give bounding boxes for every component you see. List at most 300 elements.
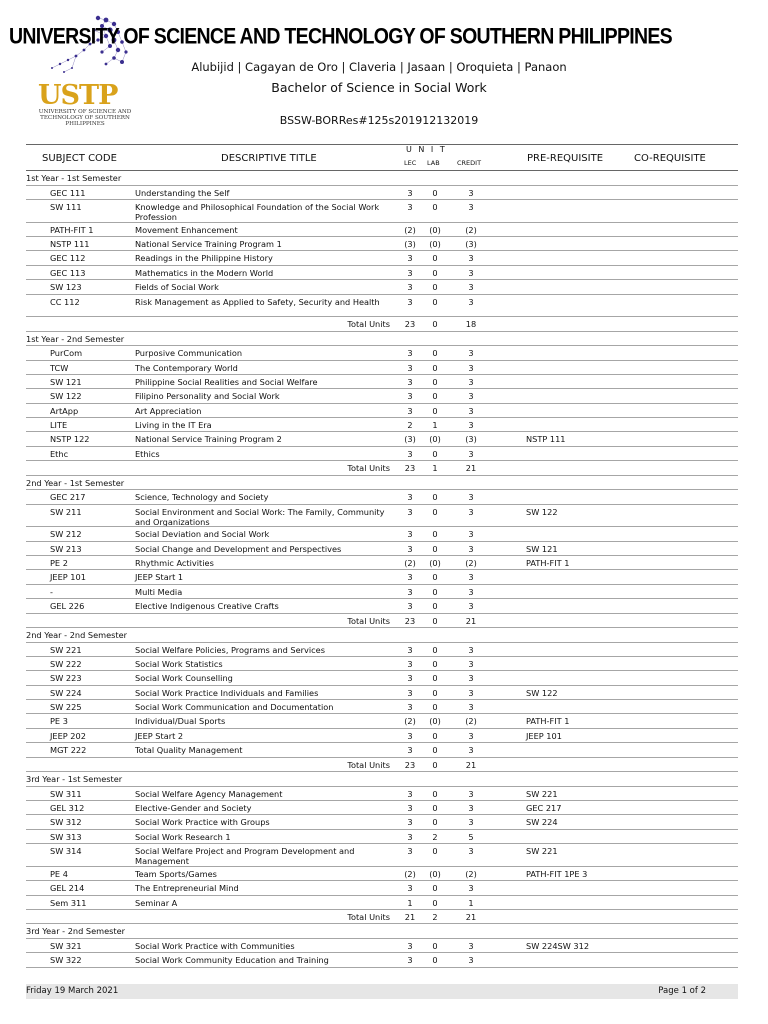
lec-units: 3	[407, 673, 413, 684]
credit-units: 3	[468, 955, 474, 966]
lab-units: 0	[432, 601, 438, 612]
footer-page-number: Page 1 of 2	[658, 986, 706, 996]
descriptive-title: Seminar A	[135, 897, 178, 908]
total-units-label: Total Units	[347, 911, 390, 922]
subject-code: SW 313	[50, 831, 82, 842]
prerequisite	[526, 361, 636, 363]
total-lab: 0	[432, 615, 438, 626]
descriptive-title: Elective-Gender and Society	[135, 803, 252, 814]
col-subject-code: SUBJECT CODE	[42, 153, 117, 164]
subject-code: CC 112	[50, 296, 80, 307]
total-units-row	[26, 758, 738, 772]
lec-units: 3	[407, 506, 413, 517]
prerequisite	[526, 896, 636, 898]
prerequisite	[526, 200, 636, 202]
subject-code: JEEP 101	[50, 572, 86, 583]
descriptive-title: Social Work Practice with Communities	[135, 940, 295, 951]
credit-units: 3	[468, 506, 474, 517]
table-row	[26, 867, 738, 881]
table-row	[26, 280, 738, 294]
table-row	[26, 801, 738, 815]
total-lec: 23	[404, 463, 416, 474]
credit-units: (2)	[465, 557, 477, 568]
col-lab: LAB	[427, 159, 440, 167]
subject-code: SW 223	[50, 673, 82, 684]
lec-units: 3	[407, 817, 413, 828]
descriptive-title: Total Quality Management	[135, 745, 243, 756]
table-row	[26, 556, 738, 570]
subject-code: SW 111	[50, 201, 82, 212]
lec-units: 3	[407, 803, 413, 814]
subject-code: TCW	[50, 362, 69, 373]
table-row	[26, 643, 738, 657]
credit-units: 3	[468, 572, 474, 583]
lab-units: 0	[432, 897, 438, 908]
lec-units: 3	[407, 702, 413, 713]
lec-units: 3	[407, 658, 413, 669]
lab-units: 0	[432, 391, 438, 402]
prerequisite	[526, 657, 636, 659]
prerequisite	[526, 223, 636, 225]
credit-units: 3	[468, 267, 474, 278]
lec-units: 3	[407, 572, 413, 583]
subject-code: GEC 113	[50, 267, 86, 278]
semester-header	[26, 628, 738, 643]
lab-units: 0	[432, 658, 438, 669]
table-row	[26, 714, 738, 728]
subject-code: PE 4	[50, 868, 68, 879]
table-row	[26, 200, 738, 223]
credit-units: 3	[468, 187, 474, 198]
table-row	[26, 599, 738, 613]
lec-units: 3	[407, 253, 413, 264]
prerequisite	[526, 447, 636, 449]
semester-header	[26, 476, 738, 491]
table-row	[26, 266, 738, 280]
col-lec: LEC	[404, 159, 417, 167]
lab-units: 0	[432, 296, 438, 307]
credit-units: (2)	[465, 868, 477, 879]
descriptive-title: Movement Enhancement	[135, 224, 238, 235]
total-credit: 21	[465, 911, 477, 922]
prerequisite: SW 221	[526, 846, 558, 857]
subject-code: -	[50, 586, 53, 597]
credit-units: 3	[468, 296, 474, 307]
table-row	[26, 815, 738, 829]
total-lec: 23	[404, 319, 416, 330]
subject-code: MGT 222	[50, 745, 87, 756]
descriptive-title: Knowledge and Philosophical Foundation of the Social Work Profession	[135, 201, 380, 222]
descriptive-title: Fields of Social Work	[135, 282, 219, 293]
prerequisite: SW 224	[526, 817, 558, 828]
table-row	[26, 729, 738, 743]
subject-code: SW 222	[50, 658, 82, 669]
prerequisite	[526, 418, 636, 420]
prerequisite	[526, 643, 636, 645]
prerequisite: GEC 217	[526, 803, 562, 814]
lab-units: 0	[432, 883, 438, 894]
subject-code: GEL 226	[50, 601, 85, 612]
subject-code: SW 123	[50, 282, 82, 293]
descriptive-title: Social Environment and Social Work: The Family, Community and Organizations	[135, 506, 385, 527]
credit-units: 1	[468, 897, 474, 908]
table-row	[26, 186, 738, 200]
semester-header	[26, 171, 738, 186]
lec-units: 3	[407, 883, 413, 894]
subject-code: LITE	[50, 420, 68, 431]
descriptive-title: Understanding the Self	[135, 187, 230, 198]
total-credit: 21	[465, 615, 477, 626]
total-units-label: Total Units	[347, 615, 390, 626]
lec-units: 3	[407, 831, 413, 842]
table-row	[26, 346, 738, 360]
credit-units: 3	[468, 201, 474, 212]
credit-units: 3	[468, 601, 474, 612]
prerequisite	[526, 266, 636, 268]
subject-code: SW 212	[50, 529, 82, 540]
table-row	[26, 953, 738, 967]
subject-code: ArtApp	[50, 405, 79, 416]
descriptive-title: Social Work Counselling	[135, 673, 233, 684]
prerequisite	[526, 700, 636, 702]
credit-units: 3	[468, 405, 474, 416]
prerequisite	[526, 743, 636, 745]
lab-units: 0	[432, 572, 438, 583]
lec-units: 3	[407, 644, 413, 655]
total-credit: 21	[465, 463, 477, 474]
subject-code: PurCom	[50, 348, 83, 359]
lab-units: 0	[432, 362, 438, 373]
credit-units: 3	[468, 529, 474, 540]
semester-label: 3rd Year - 2nd Semester	[26, 926, 126, 937]
semester-label: 2nd Year - 1st Semester	[26, 477, 125, 488]
table-row	[26, 896, 738, 910]
lec-units: (2)	[404, 716, 416, 727]
credit-units: 3	[468, 282, 474, 293]
lec-units: 3	[407, 529, 413, 540]
credit-units: 3	[468, 658, 474, 669]
descriptive-title: Art Appreciation	[135, 405, 202, 416]
lab-units: 0	[432, 673, 438, 684]
semester-label: 1st Year - 1st Semester	[26, 173, 122, 183]
lab-units: 0	[432, 846, 438, 857]
subject-code: SW 321	[50, 940, 82, 951]
prerequisite	[526, 186, 636, 188]
lab-units: (0)	[429, 868, 441, 879]
table-row	[26, 844, 738, 867]
descriptive-title: Living in the IT Era	[135, 420, 212, 431]
lab-units: 0	[432, 803, 438, 814]
table-row	[26, 585, 738, 599]
subject-code: GEC 217	[50, 492, 86, 503]
total-units-row	[26, 614, 738, 628]
lab-units: 0	[432, 817, 438, 828]
subject-code: Sem 311	[50, 897, 87, 908]
descriptive-title: Social Work Research 1	[135, 831, 231, 842]
lab-units: 0	[432, 348, 438, 359]
lab-units: 0	[432, 253, 438, 264]
lec-units: 3	[407, 201, 413, 212]
table-row	[26, 418, 738, 432]
col-unit: U N I T	[406, 145, 447, 154]
lab-units: 0	[432, 644, 438, 655]
descriptive-title: JEEP Start 2	[135, 730, 184, 741]
subject-code: NSTP 111	[50, 238, 90, 249]
subject-code: GEL 312	[50, 803, 85, 814]
lab-units: 0	[432, 529, 438, 540]
descriptive-title: Team Sports/Games	[135, 868, 217, 879]
lab-units: (0)	[429, 557, 441, 568]
prerequisite: JEEP 101	[526, 730, 562, 741]
credit-units: 3	[468, 687, 474, 698]
col-credit: CREDIT	[457, 159, 482, 167]
lec-units: 3	[407, 586, 413, 597]
lab-units: 0	[432, 405, 438, 416]
prerequisite	[526, 280, 636, 282]
prerequisite	[526, 346, 636, 348]
total-credit: 18	[465, 319, 477, 330]
prerequisite: PATH-FIT 1	[526, 716, 570, 727]
credit-units: 3	[468, 376, 474, 387]
subject-code: PE 2	[50, 557, 68, 568]
lec-units: (3)	[404, 434, 416, 445]
program-title: Bachelor of Science in Social Work	[271, 80, 487, 95]
descriptive-title: National Service Training Program 2	[135, 434, 282, 445]
table-row	[26, 490, 738, 504]
lec-units: 3	[407, 940, 413, 951]
total-credit: 21	[465, 759, 477, 770]
lab-units: 0	[432, 543, 438, 554]
lab-units: 0	[432, 448, 438, 459]
credit-units: (2)	[465, 224, 477, 235]
table-row	[26, 375, 738, 389]
credit-units: 3	[468, 644, 474, 655]
subject-code: SW 314	[50, 846, 82, 857]
lec-units: 3	[407, 730, 413, 741]
lab-units: (0)	[429, 224, 441, 235]
prerequisite	[526, 671, 636, 673]
col-descriptive-title: DESCRIPTIVE TITLE	[221, 153, 317, 164]
logo-acronym: USTP	[38, 80, 118, 111]
descriptive-title: Social Welfare Policies, Programs and Services	[135, 644, 325, 655]
lec-units: (2)	[404, 557, 416, 568]
prerequisite	[526, 527, 636, 529]
semester-header	[26, 332, 738, 347]
descriptive-title: Readings in the Philippine History	[135, 253, 273, 264]
table-row	[26, 432, 738, 446]
prerequisite	[526, 830, 636, 832]
subject-code: SW 211	[50, 506, 82, 517]
credit-units: 3	[468, 803, 474, 814]
lec-units: 3	[407, 788, 413, 799]
descriptive-title: Social Work Practice Individuals and Families	[135, 687, 319, 698]
prerequisite	[526, 599, 636, 601]
credit-units: 3	[468, 543, 474, 554]
subject-code: SW 225	[50, 702, 82, 713]
lec-units: 3	[407, 391, 413, 402]
table-row	[26, 527, 738, 541]
semester-label: 3rd Year - 1st Semester	[26, 774, 123, 785]
table-row	[26, 657, 738, 671]
semester-header	[26, 924, 738, 939]
total-lec: 21	[404, 911, 416, 922]
descriptive-title: Purposive Communication	[135, 348, 243, 359]
lab-units: 2	[432, 831, 438, 842]
lec-units: (2)	[404, 224, 416, 235]
descriptive-title: Social Work Practice with Groups	[135, 817, 270, 828]
total-lab: 0	[432, 319, 438, 330]
campus-list: Alubijid | Cagayan de Oro | Claveria | Jasaan | Oroquieta | Panaon	[191, 60, 567, 74]
credit-units: 3	[468, 586, 474, 597]
descriptive-title: Social Deviation and Social Work	[135, 529, 270, 540]
lec-units: (2)	[404, 868, 416, 879]
descriptive-title: The Contemporary World	[135, 362, 238, 373]
subject-code: GEL 214	[50, 883, 85, 894]
lab-units: 0	[432, 702, 438, 713]
credit-units: (3)	[465, 238, 477, 249]
descriptive-title: Ethics	[135, 448, 160, 459]
prerequisite: SW 122	[526, 506, 558, 517]
col-corequisite: CO-REQUISITE	[634, 153, 706, 164]
lab-units: 0	[432, 376, 438, 387]
semester-label: 1st Year - 2nd Semester	[26, 333, 125, 344]
total-units-label: Total Units	[347, 319, 390, 330]
descriptive-title: Multi Media	[135, 586, 183, 597]
footer-date: Friday 19 March 2021	[26, 986, 119, 996]
total-lab: 1	[432, 463, 438, 474]
total-lab: 2	[432, 911, 438, 922]
lec-units: 3	[407, 376, 413, 387]
table-row	[26, 447, 738, 461]
prerequisite	[526, 585, 636, 587]
lec-units: 3	[407, 543, 413, 554]
prerequisite: SW 121	[526, 543, 558, 554]
lab-units: 0	[432, 745, 438, 756]
subject-code: SW 311	[50, 788, 82, 799]
subject-code: SW 224	[50, 687, 82, 698]
total-units-row	[26, 910, 738, 924]
total-units-label: Total Units	[347, 463, 390, 474]
subject-code: SW 213	[50, 543, 82, 554]
lec-units: 3	[407, 846, 413, 857]
semester-label: 2nd Year - 2nd Semester	[26, 629, 128, 640]
descriptive-title: Individual/Dual Sports	[135, 716, 226, 727]
subject-code: PATH-FIT 1	[50, 224, 94, 235]
credit-units: (2)	[465, 716, 477, 727]
semester-header	[26, 772, 738, 787]
prerequisite: PATH-FIT 1PE 3	[526, 868, 588, 879]
lec-units: 3	[407, 955, 413, 966]
total-lab: 0	[432, 759, 438, 770]
credit-units: 3	[468, 817, 474, 828]
lab-units: 0	[432, 955, 438, 966]
prerequisite: SW 224SW 312	[526, 940, 590, 951]
prerequisite: NSTP 111	[526, 434, 566, 445]
lab-units: 0	[432, 687, 438, 698]
credit-units: 3	[468, 940, 474, 951]
lec-units: 3	[407, 362, 413, 373]
descriptive-title: Social Work Community Education and Training	[135, 955, 329, 966]
curriculum-table	[26, 171, 738, 968]
prerequisite: SW 221	[526, 788, 558, 799]
descriptive-title: Social Work Communication and Documentation	[135, 702, 334, 713]
lab-units: (0)	[429, 716, 441, 727]
descriptive-title: Social Work Statistics	[135, 658, 223, 669]
credit-units: 5	[468, 831, 474, 842]
lec-units: 3	[407, 405, 413, 416]
prerequisite: SW 122	[526, 687, 558, 698]
lec-units: 3	[407, 492, 413, 503]
subject-code: Ethc	[50, 448, 69, 459]
table-row	[26, 939, 738, 953]
prerequisite	[526, 375, 636, 377]
credit-units: 3	[468, 448, 474, 459]
table-row	[26, 686, 738, 700]
table-row	[26, 830, 738, 844]
table-row	[26, 237, 738, 251]
credit-units: 3	[468, 788, 474, 799]
logo-subtitle: UNIVERSITY OF SCIENCE AND TECHNOLOGY OF SOUTHERN PHILIPPINES	[38, 109, 132, 127]
subject-code: SW 122	[50, 391, 82, 402]
credit-units: (3)	[465, 434, 477, 445]
subject-code: JEEP 202	[50, 730, 86, 741]
subject-code: SW 121	[50, 376, 82, 387]
credit-units: 3	[468, 420, 474, 431]
lab-units: 0	[432, 586, 438, 597]
document-code: BSSW-BORRes#125s201912132019	[279, 114, 479, 127]
subject-code: SW 322	[50, 955, 82, 966]
descriptive-title: Philippine Social Realities and Social Welfare	[135, 376, 318, 387]
credit-units: 3	[468, 883, 474, 894]
prerequisite	[526, 251, 636, 253]
lec-units: 3	[407, 448, 413, 459]
prerequisite	[526, 953, 636, 955]
descriptive-title: Social Change and Development and Perspectives	[135, 543, 342, 554]
table-row	[26, 671, 738, 685]
credit-units: 3	[468, 492, 474, 503]
table-row	[26, 505, 738, 528]
prerequisite: PATH-FIT 1	[526, 557, 570, 568]
university-name	[9, 24, 756, 50]
table-row	[26, 542, 738, 556]
table-row	[26, 404, 738, 418]
lab-units: 0	[432, 267, 438, 278]
total-units-row	[26, 461, 738, 475]
subject-code: GEC 112	[50, 253, 86, 264]
header-top-rule	[26, 144, 738, 145]
credit-units: 3	[468, 391, 474, 402]
table-row	[26, 570, 738, 584]
lab-units: 0	[432, 282, 438, 293]
table-row	[26, 743, 738, 757]
lec-units: 2	[407, 420, 413, 431]
subject-code: SW 312	[50, 817, 82, 828]
table-row	[26, 223, 738, 237]
table-row	[26, 787, 738, 801]
table-row	[26, 361, 738, 375]
lab-units: 1	[432, 420, 438, 431]
credit-units: 3	[468, 348, 474, 359]
descriptive-title: Filipino Personality and Social Work	[135, 391, 280, 402]
subject-code: NSTP 122	[50, 434, 90, 445]
lab-units: 0	[432, 730, 438, 741]
table-row	[26, 251, 738, 265]
lab-units: 0	[432, 187, 438, 198]
credit-units: 3	[468, 745, 474, 756]
descriptive-title: Risk Management as Applied to Safety, Security and Health	[135, 296, 380, 307]
lab-units: (0)	[429, 434, 441, 445]
subject-code: SW 221	[50, 644, 82, 655]
